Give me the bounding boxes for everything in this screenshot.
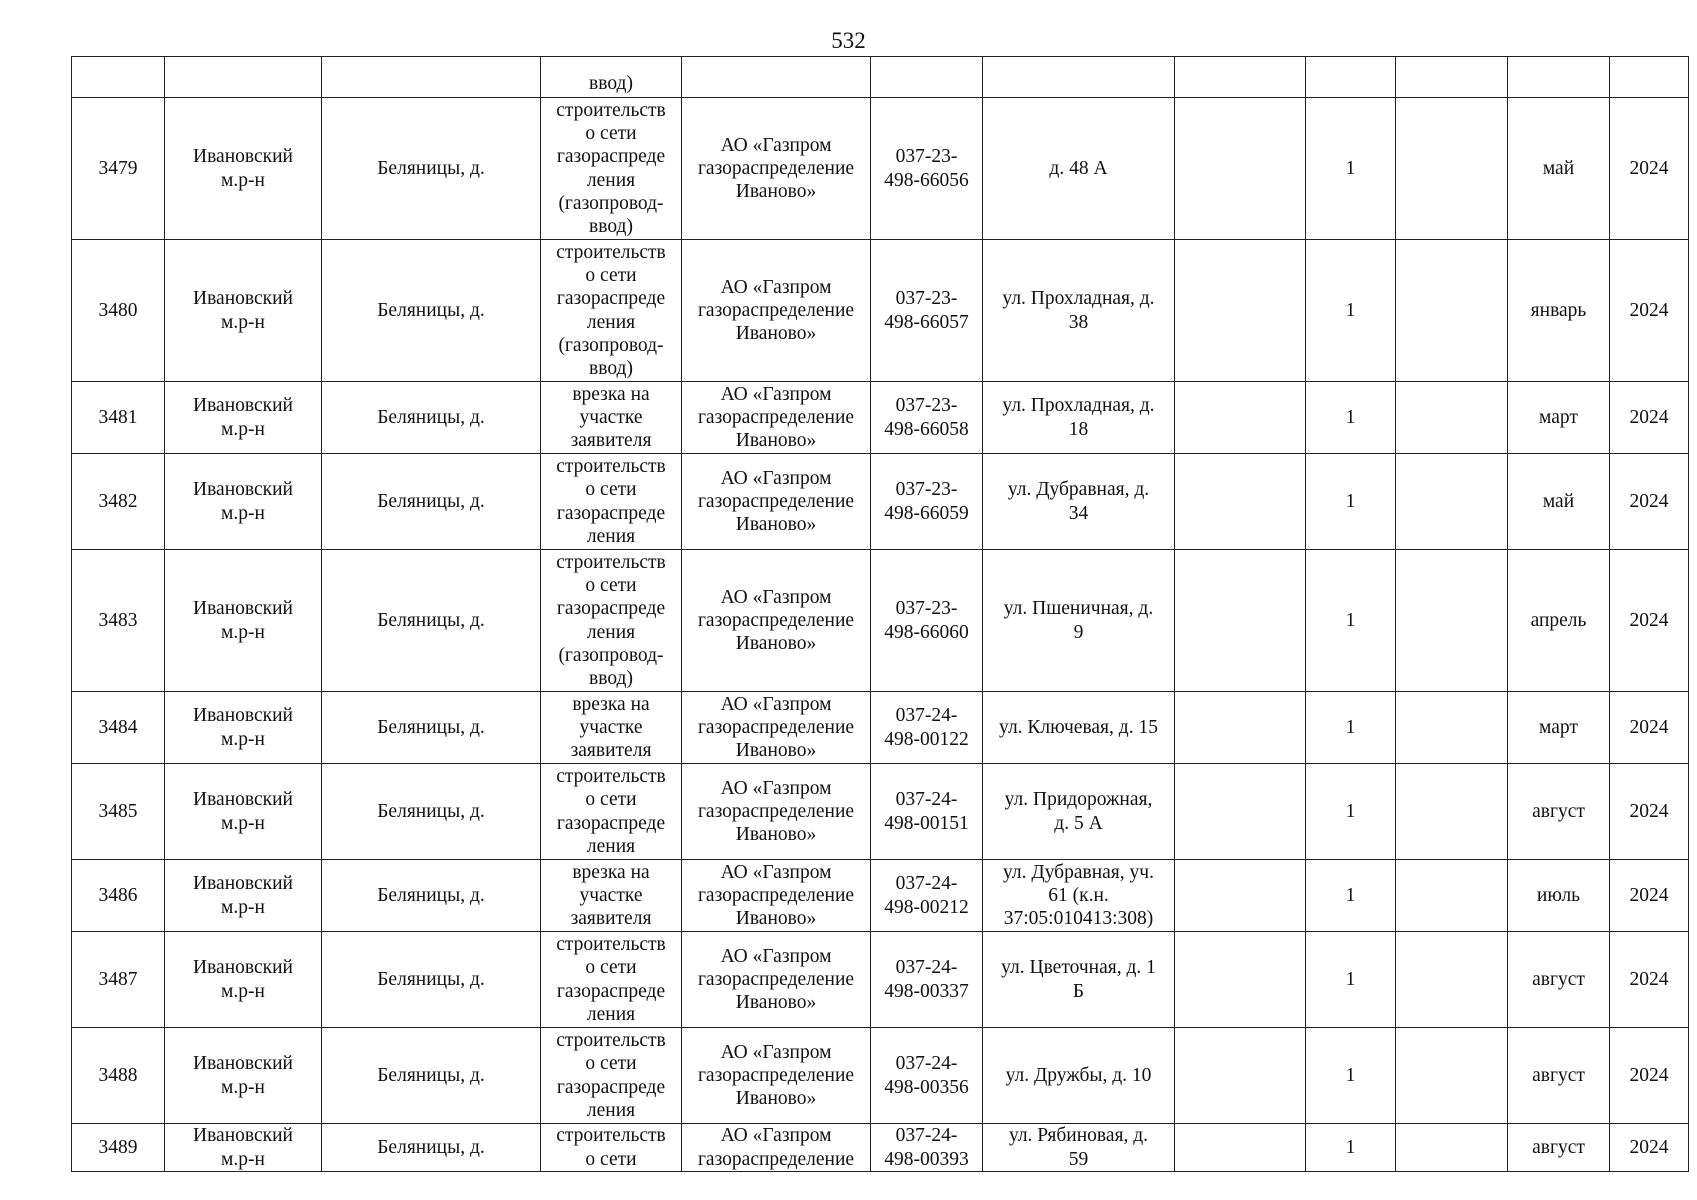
cell-work-type: врезка на участке заявителя xyxy=(541,692,682,764)
cell-year: 2024 xyxy=(1610,98,1689,240)
cell-settlement: Беляницы, д. xyxy=(322,764,541,860)
cell-work-type: строительств о сети xyxy=(541,1124,682,1172)
cell-month xyxy=(1508,57,1610,98)
table-row xyxy=(72,932,1689,1028)
table-row xyxy=(72,454,1689,550)
cell-no: 3487 xyxy=(72,932,165,1028)
table-row xyxy=(72,550,1689,692)
cell-organization: АО «Газпром газораспределение Иваново» xyxy=(682,860,871,932)
cell-empty xyxy=(1396,860,1508,932)
cell-district: Ивановский м.р-н xyxy=(165,550,322,692)
cell-month: июль xyxy=(1508,860,1610,932)
cell-settlement: Беляницы, д. xyxy=(322,382,541,454)
cell-work-type: врезка на участке заявителя xyxy=(541,860,682,932)
cell-code: 037-24- 498-00212 xyxy=(871,860,983,932)
registry-table-body xyxy=(72,57,1689,1172)
registry-table xyxy=(71,56,1689,1172)
cell-empty xyxy=(1396,98,1508,240)
cell-year: 2024 xyxy=(1610,1124,1689,1172)
cell-no: 3485 xyxy=(72,764,165,860)
cell-code: 037-24- 498-00337 xyxy=(871,932,983,1028)
cell-district: Ивановский м.р-н xyxy=(165,98,322,240)
cell-empty xyxy=(1396,932,1508,1028)
cell-year xyxy=(1610,57,1689,98)
cell-year: 2024 xyxy=(1610,764,1689,860)
cell-empty xyxy=(1396,454,1508,550)
cell-no: 3484 xyxy=(72,692,165,764)
cell-count: 1 xyxy=(1306,1124,1396,1172)
cell-empty xyxy=(1396,1028,1508,1124)
cell-count: 1 xyxy=(1306,454,1396,550)
cell-address: ул. Пшеничная, д. 9 xyxy=(983,550,1175,692)
cell-code: 037-23- 498-66057 xyxy=(871,240,983,382)
cell-empty xyxy=(1175,692,1306,764)
cell-organization: АО «Газпром газораспределение Иваново» xyxy=(682,98,871,240)
cell-organization: АО «Газпром газораспределение Иваново» xyxy=(682,454,871,550)
cell-empty xyxy=(1175,764,1306,860)
cell-address: ул. Прохладная, д. 38 xyxy=(983,240,1175,382)
cell-settlement: Беляницы, д. xyxy=(322,1124,541,1172)
table-row xyxy=(72,692,1689,764)
cell-month: август xyxy=(1508,1028,1610,1124)
cell-empty xyxy=(1175,382,1306,454)
cell-empty xyxy=(1396,692,1508,764)
cell-settlement: Беляницы, д. xyxy=(322,240,541,382)
cell-code: 037-23- 498-66060 xyxy=(871,550,983,692)
cell-work-type: строительств о сети газораспреде ления xyxy=(541,932,682,1028)
cell-count: 1 xyxy=(1306,98,1396,240)
cell-month: май xyxy=(1508,454,1610,550)
cell-count: 1 xyxy=(1306,240,1396,382)
table-row xyxy=(72,240,1689,382)
cell-address: ул. Цветочная, д. 1 Б xyxy=(983,932,1175,1028)
cell-no: 3486 xyxy=(72,860,165,932)
cell-no: 3488 xyxy=(72,1028,165,1124)
table-row xyxy=(72,860,1689,932)
cell-year: 2024 xyxy=(1610,240,1689,382)
cell-count: 1 xyxy=(1306,764,1396,860)
cell-organization: АО «Газпром газораспределение Иваново» xyxy=(682,692,871,764)
cell-code: 037-24- 498-00393 xyxy=(871,1124,983,1172)
cell-no: 3481 xyxy=(72,382,165,454)
cell-month: май xyxy=(1508,98,1610,240)
cell-code xyxy=(871,57,983,98)
cell-address xyxy=(983,57,1175,98)
cell-empty xyxy=(1396,240,1508,382)
cell-no: 3480 xyxy=(72,240,165,382)
cell-organization: АО «Газпром газораспределение Иваново» xyxy=(682,550,871,692)
cell-organization: АО «Газпром газораспределение Иваново» xyxy=(682,240,871,382)
cell-work-type: строительств о сети газораспреде ления (газопровод- ввод) xyxy=(541,98,682,240)
cell-address: д. 48 А xyxy=(983,98,1175,240)
cell-code: 037-24- 498-00151 xyxy=(871,764,983,860)
cell-address: ул. Придорожная, д. 5 А xyxy=(983,764,1175,860)
cell-organization: АО «Газпром газораспределение Иваново» xyxy=(682,932,871,1028)
cell-count xyxy=(1306,57,1396,98)
cell-address: ул. Дубравная, уч. 61 (к.н. 37:05:010413:308) xyxy=(983,860,1175,932)
cell-organization: АО «Газпром газораспределение xyxy=(682,1124,871,1172)
cell-empty xyxy=(1175,550,1306,692)
cell-district: Ивановский м.р-н xyxy=(165,1028,322,1124)
cell-count: 1 xyxy=(1306,932,1396,1028)
cell-code: 037-23- 498-66056 xyxy=(871,98,983,240)
cell-empty xyxy=(1175,454,1306,550)
cell-work-type: ввод) xyxy=(541,57,682,98)
cell-organization: АО «Газпром газораспределение Иваново» xyxy=(682,1028,871,1124)
cell-empty xyxy=(1175,860,1306,932)
table-row xyxy=(72,98,1689,240)
cell-settlement: Беляницы, д. xyxy=(322,98,541,240)
cell-district: Ивановский м.р-н xyxy=(165,240,322,382)
cell-count: 1 xyxy=(1306,692,1396,764)
cell-address: ул. Ключевая, д. 15 xyxy=(983,692,1175,764)
cell-code: 037-24- 498-00122 xyxy=(871,692,983,764)
cell-year: 2024 xyxy=(1610,692,1689,764)
cell-count: 1 xyxy=(1306,1028,1396,1124)
cell-no: 3489 xyxy=(72,1124,165,1172)
cell-empty xyxy=(1175,57,1306,98)
cell-work-type: строительств о сети газораспреде ления xyxy=(541,764,682,860)
cell-no: 3479 xyxy=(72,98,165,240)
cell-district: Ивановский м.р-н xyxy=(165,860,322,932)
table-row xyxy=(72,382,1689,454)
cell-settlement: Беляницы, д. xyxy=(322,550,541,692)
cell-district: Ивановский м.р-н xyxy=(165,382,322,454)
cell-work-type: врезка на участке заявителя xyxy=(541,382,682,454)
cell-empty xyxy=(1175,240,1306,382)
cell-empty xyxy=(1175,1124,1306,1172)
cell-month: январь xyxy=(1508,240,1610,382)
cell-organization xyxy=(682,57,871,98)
cell-settlement: Беляницы, д. xyxy=(322,454,541,550)
cell-district: Ивановский м.р-н xyxy=(165,454,322,550)
cell-work-type: строительств о сети газораспреде ления xyxy=(541,1028,682,1124)
cell-settlement: Беляницы, д. xyxy=(322,860,541,932)
cell-year: 2024 xyxy=(1610,1028,1689,1124)
cell-organization: АО «Газпром газораспределение Иваново» xyxy=(682,764,871,860)
cell-no xyxy=(72,57,165,98)
cell-district: Ивановский м.р-н xyxy=(165,932,322,1028)
cell-work-type: строительств о сети газораспреде ления (газопровод- ввод) xyxy=(541,550,682,692)
cell-district: Ивановский м.р-н xyxy=(165,692,322,764)
cell-code: 037-24- 498-00356 xyxy=(871,1028,983,1124)
cell-month: март xyxy=(1508,382,1610,454)
cell-settlement: Беляницы, д. xyxy=(322,1028,541,1124)
cell-year: 2024 xyxy=(1610,454,1689,550)
cell-count: 1 xyxy=(1306,550,1396,692)
cell-address: ул. Дружбы, д. 10 xyxy=(983,1028,1175,1124)
cell-no: 3482 xyxy=(72,454,165,550)
cell-work-type: строительств о сети газораспреде ления (газопровод- ввод) xyxy=(541,240,682,382)
cell-empty xyxy=(1175,932,1306,1028)
cell-month: август xyxy=(1508,764,1610,860)
cell-address: ул. Рябиновая, д. 59 xyxy=(983,1124,1175,1172)
cell-address: ул. Дубравная, д. 34 xyxy=(983,454,1175,550)
cell-organization: АО «Газпром газораспределение Иваново» xyxy=(682,382,871,454)
cell-month: апрель xyxy=(1508,550,1610,692)
cell-empty xyxy=(1175,1028,1306,1124)
cell-district: Ивановский м.р-н xyxy=(165,764,322,860)
cell-empty xyxy=(1396,1124,1508,1172)
cell-settlement xyxy=(322,57,541,98)
cell-empty xyxy=(1396,764,1508,860)
cell-year: 2024 xyxy=(1610,550,1689,692)
cell-year: 2024 xyxy=(1610,860,1689,932)
cell-district: Ивановский м.р-н xyxy=(165,1124,322,1172)
cell-month: март xyxy=(1508,692,1610,764)
cell-month: август xyxy=(1508,1124,1610,1172)
cell-count: 1 xyxy=(1306,382,1396,454)
table-row-continuation xyxy=(72,57,1689,98)
cell-settlement: Беляницы, д. xyxy=(322,932,541,1028)
cell-empty xyxy=(1175,98,1306,240)
cell-settlement: Беляницы, д. xyxy=(322,692,541,764)
cell-no: 3483 xyxy=(72,550,165,692)
cell-empty xyxy=(1396,550,1508,692)
cell-year: 2024 xyxy=(1610,932,1689,1028)
cell-empty xyxy=(1396,57,1508,98)
cell-empty xyxy=(1396,382,1508,454)
cell-district xyxy=(165,57,322,98)
table-row xyxy=(72,764,1689,860)
table-row xyxy=(72,1028,1689,1124)
cell-code: 037-23- 498-66059 xyxy=(871,454,983,550)
cell-address: ул. Прохладная, д. 18 xyxy=(983,382,1175,454)
page-number: 532 xyxy=(831,28,866,53)
cell-code: 037-23- 498-66058 xyxy=(871,382,983,454)
cell-count: 1 xyxy=(1306,860,1396,932)
cell-month: август xyxy=(1508,932,1610,1028)
table-row xyxy=(72,1124,1689,1172)
cell-work-type: строительств о сети газораспреде ления xyxy=(541,454,682,550)
cell-year: 2024 xyxy=(1610,382,1689,454)
